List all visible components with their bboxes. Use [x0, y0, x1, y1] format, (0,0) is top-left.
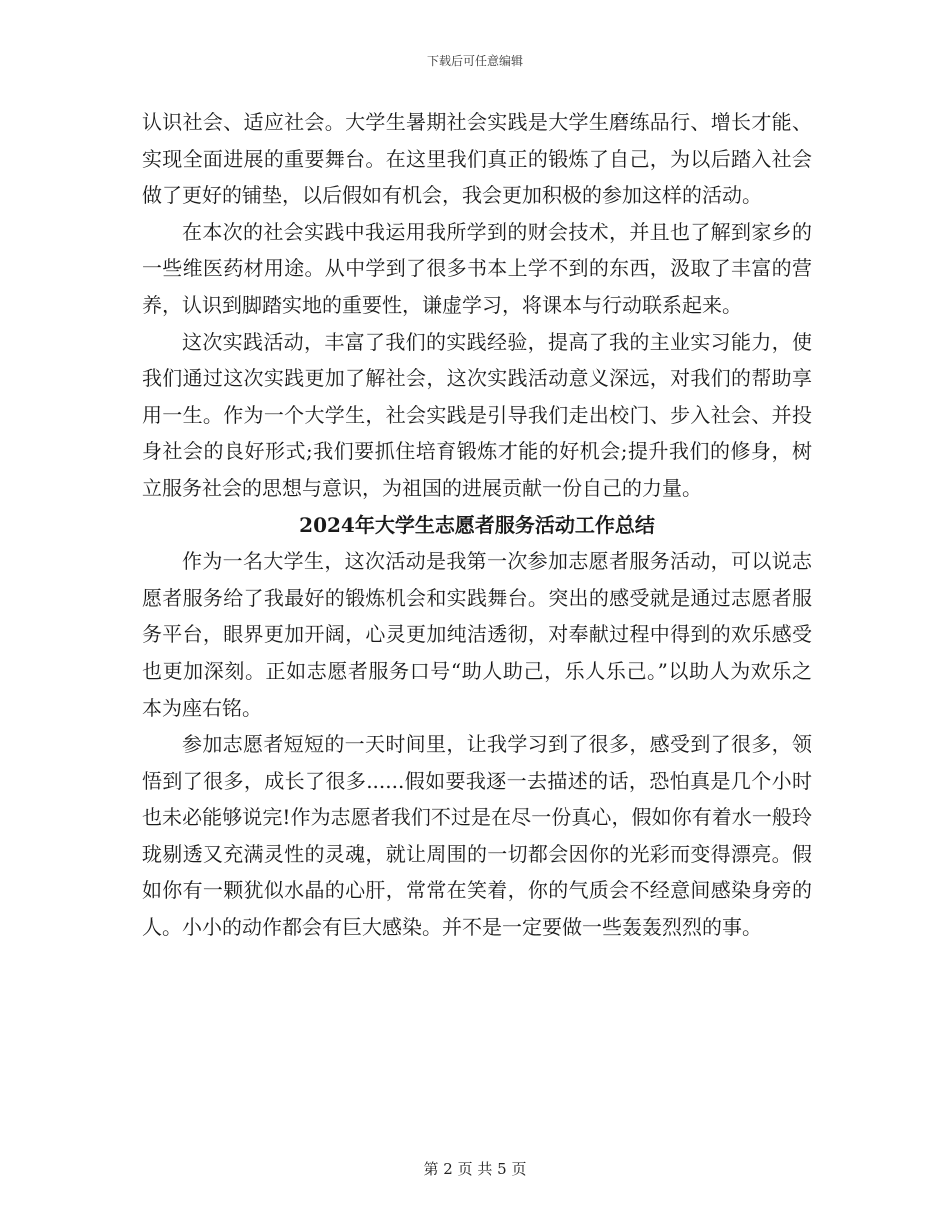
- document-body: [142, 104, 812, 946]
- section-paragraph-2: 参加志愿者短短的一天时间里，让我学习到了很多，感受到了很多，领悟到了很多，成长了很多......假如要我逐一去描述的话，恐怕真是几个小时也未必能够说完!作为志愿者我们不过是在尽一份真心，假如你有着水一般玲珑剔透又充满灵性的灵魂，就让周围的一切都会因你的光彩而变得漂亮。假如你有一颗犹似水晶的心肝，常常在笑着，你的气质会不经意间感染身旁的人。小小的动作都会有巨大感染。并不是一定要做一些轰轰烈烈的事。: [142, 732, 812, 940]
- paragraph-3: 这次实践活动，丰富了我们的实践经验，提高了我的主业实习能力，使我们通过这次实践更加了解社会，这次实践活动意义深远，对我们的帮助享用一生。作为一个大学生，社会实践是引导我们走出校门、步入社会、并投身社会的良好形式;我们要抓住培育锻炼才能的好机会;提升我们的修身，树立服务社会的思想与意识，为祖国的进展贡献一份自己的力量。: [142, 329, 812, 500]
- section-paragraph-1: 作为一名大学生，这次活动是我第一次参加志愿者服务活动，可以说志愿者服务给了我最好的锻炼机会和实践舞台。突出的感受就是通过志愿者服务平台，眼界更加开阔，心灵更加纯洁透彻，对奉献过程中得到的欢乐感受也更加深刻。正如志愿者服务口号“助人助己，乐人乐己。”以助人为欢乐之本为座右铭。: [142, 549, 812, 720]
- page-header: 下载后可任意编辑: [426, 54, 523, 68]
- page-footer: 第 2 页 共 5 页: [423, 1160, 527, 1178]
- paragraph-2: 在本次的社会实践中我运用我所学到的财会技术，并且也了解到家乡的一些维医药材用途。从中学到了很多书本上学不到的东西，汲取了丰富的营养，认识到脚踏实地的重要性，谦虚学习，将课本与行动联系起来。: [142, 219, 812, 317]
- paragraph-1: 认识社会、适应社会。大学生暑期社会实践是大学生磨练品行、增长才能、实现全面进展的重要舞台。在这里我们真正的锻炼了自己，为以后踏入社会做了更好的铺垫，以后假如有机会，我会更加积极的参加这样的活动。: [142, 110, 812, 208]
- section-title: 2024年大学生志愿者服务活动工作总结: [299, 512, 655, 537]
